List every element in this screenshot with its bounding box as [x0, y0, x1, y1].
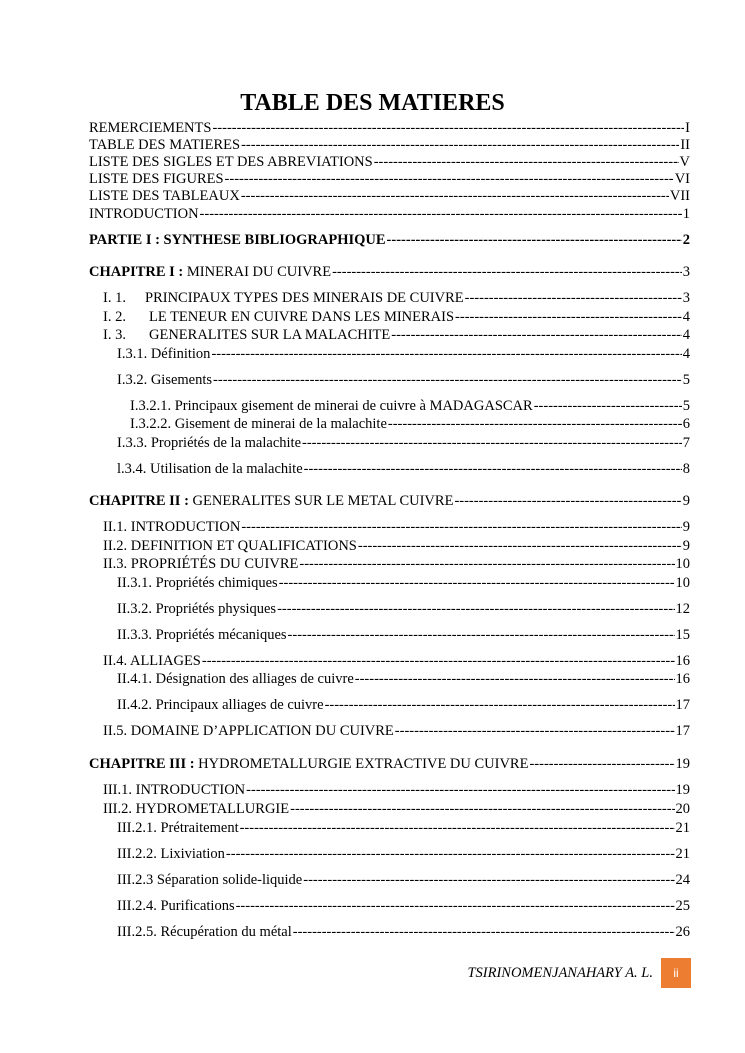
dot-leader [200, 205, 682, 223]
dot-leader [212, 119, 684, 137]
toc-entry-label: III.2. HYDROMETALLURGIE [103, 801, 290, 817]
chapter-prefix: CHAPITRE II : [89, 493, 189, 509]
toc-entry-page: 21 [675, 820, 690, 836]
toc-entry-2-1[interactable] [103, 518, 690, 536]
dot-leader [246, 781, 674, 799]
toc-entry-2-3-1[interactable] [117, 574, 690, 592]
toc-entry-label: GENERALITES SUR LE METAL CUIVRE [188, 493, 454, 509]
toc-entry-page: 3 [682, 264, 690, 280]
toc-entry-label-group [89, 263, 331, 281]
toc-entry-label: REMERCIEMENTS [89, 120, 212, 136]
toc-entry-3-2-2[interactable] [117, 845, 690, 863]
toc-entry-label-group [89, 492, 453, 510]
toc-entry-label: II.3.1. Propriétés chimiques [117, 575, 278, 591]
toc-entry-page: 10 [675, 575, 690, 591]
dot-leader [358, 537, 682, 555]
toc-entry-page: 24 [675, 872, 690, 888]
toc-entry-label: III.2.4. Purifications [117, 898, 235, 914]
toc-entry-page: 19 [675, 756, 690, 772]
dot-leader [213, 371, 682, 389]
toc-entry-label: II.5. DOMAINE D’APPLICATION DU CUIVRE [103, 723, 394, 739]
toc-entry-page: 9 [682, 538, 690, 554]
toc-entry-label: I.3.2.2. Gisement de minerai de la malachite [130, 416, 387, 432]
toc-entry-label: II.4. ALLIAGES [103, 653, 201, 669]
toc-entry-label: TABLE DES MATIERES [89, 137, 241, 153]
dot-leader [202, 652, 675, 670]
toc-entry-page: 4 [682, 327, 690, 343]
toc-entry-label-group [103, 289, 464, 307]
toc-entry-label: PARTIE I : SYNTHESE BIBLIOGRAPHIQUE [89, 232, 386, 248]
toc-entry-1-3-2-2[interactable] [130, 415, 690, 433]
toc-entry-page: 2 [682, 232, 690, 248]
toc-entry-3-1[interactable] [103, 781, 690, 799]
toc-entry-3-2-1[interactable] [117, 819, 690, 837]
toc-entry-figures[interactable] [89, 170, 690, 188]
dot-leader [355, 670, 675, 688]
section-number: I. 3. [103, 327, 126, 343]
dot-leader [303, 871, 674, 889]
toc-entry-label: II.2. DEFINITION ET QUALIFICATIONS [103, 538, 357, 554]
toc-entry-2-3-2[interactable] [117, 600, 690, 618]
toc-entry-1-3-4[interactable] [117, 460, 690, 478]
toc-entry-page: 26 [675, 924, 690, 940]
toc-entry-3-2-4[interactable] [117, 897, 690, 915]
toc-entry-page: 10 [675, 556, 690, 572]
dot-leader [391, 326, 681, 344]
toc-entry-1-3[interactable] [103, 326, 690, 344]
toc-entry-3-2[interactable] [103, 800, 690, 818]
toc-entry-page: 9 [682, 493, 690, 509]
toc-entry-1-3-2[interactable] [117, 371, 690, 389]
toc-entry-label-group [103, 308, 454, 326]
toc-entry-label-group [103, 326, 390, 344]
toc-entry-3-2-3[interactable] [117, 871, 690, 889]
toc-entry-page: 4 [682, 346, 690, 362]
toc-entry-remerciements[interactable] [89, 119, 690, 137]
dot-leader [226, 845, 675, 863]
toc-entry-label: II.4.1. Désignation des alliages de cuivre [117, 671, 354, 687]
toc-entry-2-3[interactable] [103, 555, 690, 573]
toc-entry-page: I [685, 120, 690, 136]
dot-leader [288, 626, 675, 644]
toc-entry-page: VII [669, 188, 690, 204]
toc-entry-page: 19 [675, 782, 690, 798]
toc-entry-2-5[interactable] [103, 722, 690, 740]
toc-entry-partie-1[interactable] [89, 231, 690, 249]
toc-entry-label: II.3.2. Propriétés physiques [117, 601, 277, 617]
toc-entry-chapitre-2[interactable] [89, 492, 690, 510]
toc-entry-label: I.3.2.1. Principaux gisement de minerai de cuivre à MADAGASCAR [130, 398, 533, 414]
dot-leader [290, 800, 674, 818]
toc-entry-label: II.3. PROPRIÉTÉS DU CUIVRE [103, 556, 299, 572]
dot-leader [241, 187, 669, 205]
page-title: TABLE DES MATIERES [240, 90, 505, 116]
toc-entry-page: II [680, 137, 690, 153]
toc-entry-2-4-1[interactable] [117, 670, 690, 688]
chapter-prefix: CHAPITRE III : [89, 756, 195, 772]
toc-entry-page: 1 [682, 206, 690, 222]
toc-entry-1-3-2-1[interactable] [130, 397, 690, 415]
toc-entry-label: HYDROMETALLURGIE EXTRACTIVE DU CUIVRE [194, 756, 529, 772]
toc-entry-page: 15 [675, 627, 690, 643]
toc-entry-page: 5 [682, 398, 690, 414]
dot-leader [236, 897, 675, 915]
section-number: I. 1. [103, 290, 126, 306]
toc-entry-page: 20 [675, 801, 690, 817]
dot-leader [241, 518, 681, 536]
dot-leader [240, 819, 675, 837]
dot-leader [293, 923, 675, 941]
dot-leader [325, 696, 675, 714]
dot-leader [387, 231, 682, 249]
toc-entry-label: III.2.2. Lixiviation [117, 846, 225, 862]
footer-author: TSIRINOMENJANAHARY A. L. [467, 965, 653, 981]
toc-entry-label: I.3.1. Définition [117, 346, 211, 362]
toc-entry-label: GENERALITES SUR LA MALACHITE [149, 327, 391, 343]
toc-entry-3-2-5[interactable] [117, 923, 690, 941]
chapter-prefix: CHAPITRE I : [89, 264, 184, 280]
dot-leader [241, 136, 679, 154]
toc-entry-chapitre-3[interactable] [89, 755, 690, 773]
dot-leader [534, 397, 682, 415]
dot-leader [211, 345, 681, 363]
page-number-badge: ii [661, 958, 691, 988]
toc-entry-2-4-2[interactable] [117, 696, 690, 714]
dot-leader [388, 415, 682, 433]
dot-leader [299, 555, 674, 573]
toc-entry-label: MINERAI DU CUIVRE [183, 264, 332, 280]
dot-leader [454, 492, 681, 510]
toc-entry-label: LISTE DES SIGLES ET DES ABREVIATIONS [89, 154, 373, 170]
toc-entry-page: 8 [682, 461, 690, 477]
toc-entry-sigles[interactable] [89, 153, 690, 171]
toc-entry-page: 12 [675, 601, 690, 617]
toc-entry-page: 16 [675, 653, 690, 669]
toc-entry-page: 16 [675, 671, 690, 687]
toc-entry-label: LISTE DES TABLEAUX [89, 188, 240, 204]
toc-entry-label: I.3.3. Propriétés de la malachite [117, 435, 302, 451]
dot-leader [374, 153, 679, 171]
toc-entry-page: V [679, 154, 690, 170]
toc-entry-2-3-3[interactable] [117, 626, 690, 644]
toc-entry-label: PRINCIPAUX TYPES DES MINERAIS DE CUIVRE [145, 290, 464, 306]
toc-entry-1-1[interactable] [103, 289, 690, 307]
toc-entry-page: 17 [675, 697, 690, 713]
toc-entry-label: II.1. INTRODUCTION [103, 519, 241, 535]
toc-entry-label: INTRODUCTION [89, 206, 199, 222]
section-number: I. 2. [103, 309, 126, 325]
toc-entry-label-group [89, 755, 528, 773]
dot-leader [465, 289, 682, 307]
dot-leader [332, 263, 682, 281]
dot-leader [279, 574, 675, 592]
toc-entry-2-2[interactable] [103, 537, 690, 555]
dot-leader [225, 170, 674, 188]
toc-entry-2-4[interactable] [103, 652, 690, 670]
toc-entry-1-2[interactable] [103, 308, 690, 326]
toc-entry-1-3-1[interactable] [117, 345, 690, 363]
dot-leader [455, 308, 682, 326]
toc-entry-label: LISTE DES FIGURES [89, 171, 224, 187]
toc-entry-label: III.2.3 Séparation solide-liquide [117, 872, 303, 888]
toc-entry-page: 3 [682, 290, 690, 306]
dot-leader [277, 600, 674, 618]
toc-entry-page: 25 [675, 898, 690, 914]
toc-entry-chapitre-1[interactable] [89, 263, 690, 281]
toc-entry-label: III.1. INTRODUCTION [103, 782, 246, 798]
dot-leader [304, 460, 682, 478]
toc-entry-label: II.3.3. Propriétés mécaniques [117, 627, 287, 643]
dot-leader [395, 722, 675, 740]
toc-entry-label: II.4.2. Principaux alliages de cuivre [117, 697, 324, 713]
toc-entry-page: 17 [675, 723, 690, 739]
toc-entry-tableaux[interactable] [89, 187, 690, 205]
toc-entry-label: III.2.1. Prétraitement [117, 820, 239, 836]
toc-entry-1-3-3[interactable] [117, 434, 690, 452]
toc-entry-label: III.2.5. Récupération du métal [117, 924, 292, 940]
toc-entry-page: 21 [675, 846, 690, 862]
toc-entry-label: I.3.2. Gisements [117, 372, 213, 388]
toc-entry-table-des-matieres[interactable] [89, 136, 690, 154]
toc-entry-label: LE TENEUR EN CUIVRE DANS LES MINERAIS [149, 309, 455, 325]
toc-entry-page: 6 [682, 416, 690, 432]
dot-leader [302, 434, 682, 452]
toc-entry-page: 5 [682, 372, 690, 388]
toc-entry-label: l.3.4. Utilisation de la malachite [117, 461, 303, 477]
toc-entry-page: 4 [682, 309, 690, 325]
dot-leader [529, 755, 674, 773]
toc-entry-page: 9 [682, 519, 690, 535]
toc-entry-page: VI [674, 171, 690, 187]
toc-entry-page: 7 [682, 435, 690, 451]
toc-entry-introduction[interactable] [89, 205, 690, 223]
